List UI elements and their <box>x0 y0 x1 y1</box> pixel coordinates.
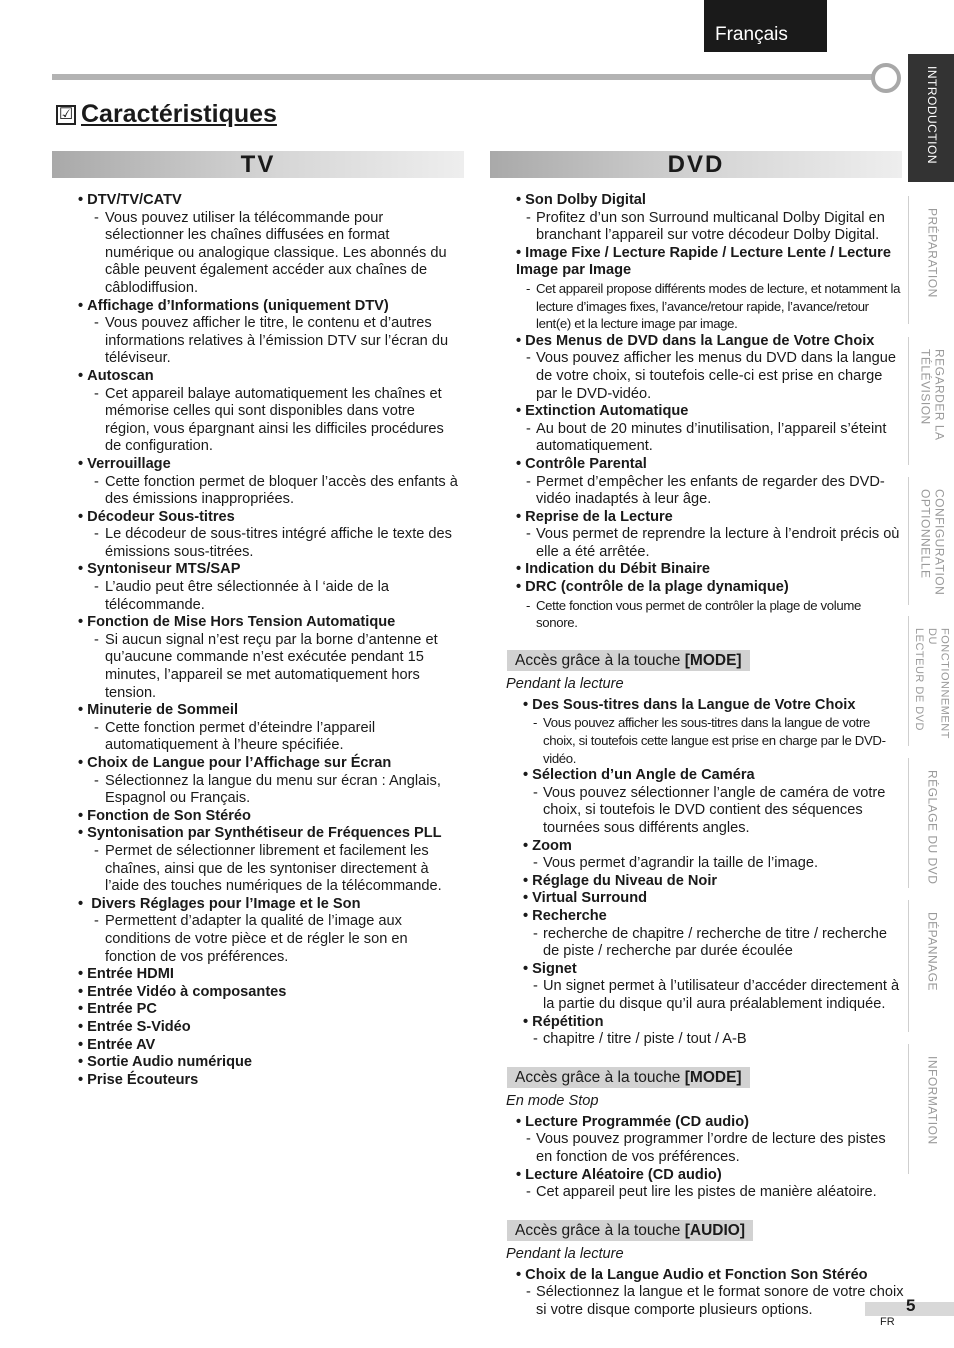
feature-description: - Vous permet de reprendre la lecture à l’endroit précis où elle a été arrêtée. <box>516 526 904 561</box>
feature-description: - L’audio peut être sélectionnée à l ‘aide de la télécommande. <box>78 579 462 614</box>
feature-description: - Cette fonction vous permet de contrôler la plage de volume sonore. <box>516 597 904 632</box>
feature-description: - Au bout de 20 minutes d’inutilisation, l’appareil s’éteint automatiquement. <box>516 421 904 456</box>
feature-title: • Divers Réglages pour l’Image et le Son <box>78 896 462 914</box>
tv-feature-item <box>78 298 462 368</box>
tv-feature-item <box>78 808 462 826</box>
tv-feature-item <box>78 1001 462 1019</box>
feature-title: • Minuterie de Sommeil <box>78 702 462 720</box>
checkbox-icon: ☑ <box>56 105 76 125</box>
feature-title: • Répétition <box>523 1014 904 1032</box>
feature-description: - Vous pouvez utiliser la télécommande pour sélectionner les chaînes diffusées en format numérique ou analogique classique. Les abonnés du câble peuvent également accéder aux chaînes de câblodiffusion. <box>78 210 462 298</box>
side-tab-introduction[interactable] <box>908 54 954 182</box>
dvd-feature-item <box>506 1167 904 1202</box>
page-number-bar <box>865 1296 954 1316</box>
feature-title: • Lecture Programmée (CD audio) <box>516 1114 904 1132</box>
feature-title: • Extinction Automatique <box>516 403 904 421</box>
dvd-feature-item <box>506 561 904 579</box>
feature-title: • Reprise de la Lecture <box>516 509 904 527</box>
feature-title: • Son Dolby Digital <box>516 192 904 210</box>
feature-title: • Image Fixe / Lecture Rapide / Lecture Lente / Lecture Image par Image <box>516 245 904 280</box>
side-tab-label: PRÉPARATION <box>925 208 940 298</box>
access-bar-prefix: Accès grâce à la touche <box>515 1068 685 1086</box>
feature-title: • Fonction de Son Stéréo <box>78 808 462 826</box>
tv-feature-item <box>78 614 462 702</box>
side-tab-label: FONCTIONNEMENT DU LECTEUR DE DVD <box>913 628 951 739</box>
access-audio-bar <box>507 1220 753 1241</box>
feature-title: • Fonction de Mise Hors Tension Automatique <box>78 614 462 632</box>
feature-title: • Entrée Vidéo à composantes <box>78 984 462 1002</box>
dvd-feature-item <box>506 1014 904 1049</box>
header-rule <box>52 74 878 80</box>
feature-title: • Des Sous-titres dans la Langue de Votre Choix <box>523 697 904 715</box>
feature-description: - Vous pouvez programmer l’ordre de lecture des pistes en fonction de vos préférences. <box>516 1131 904 1166</box>
tv-feature-item <box>78 755 462 808</box>
feature-description: - Cette fonction permet d’éteindre l’appareil automatiquement à l’heure spécifiée. <box>78 720 462 755</box>
feature-title: • Lecture Aléatoire (CD audio) <box>516 1167 904 1185</box>
side-tab-fonctionnement-lecteur-dvd[interactable] <box>908 616 954 746</box>
dvd-feature-item <box>506 192 904 245</box>
feature-title: • Entrée HDMI <box>78 966 462 984</box>
feature-description: - Vous pouvez afficher les sous-titres dans la langue de votre choix, si toutefois cette langue est prise en charge par le DVD-vidéo. <box>523 714 904 767</box>
feature-description: - Cet appareil peut lire les pistes de manière aléatoire. <box>516 1184 904 1202</box>
language-tab: Français <box>704 0 827 52</box>
feature-description: - Vous permet d’agrandir la taille de l’image. <box>523 855 904 873</box>
tv-feature-item <box>78 368 462 456</box>
tv-feature-item <box>78 509 462 562</box>
access-bar-prefix: Accès grâce à la touche <box>515 1221 685 1239</box>
dvd-feature-item <box>506 890 904 908</box>
feature-description: - Cet appareil balaye automatiquement les chaînes et mémorise celles qui sont disponibles dans votre région, vous épargnant ainsi les difficiles procédures de configuration. <box>78 386 462 456</box>
dvd-section-header <box>490 151 902 178</box>
page-title-text: Caractéristiques <box>81 100 277 128</box>
audio-key-label: [AUDIO] <box>684 1221 746 1239</box>
feature-description: - recherche de chapitre / recherche de titre / recherche de piste / recherche par durée écoulée <box>523 926 904 961</box>
dvd-feature-item <box>506 1114 904 1167</box>
feature-title: • Contrôle Parental <box>516 456 904 474</box>
access-mode-bar <box>507 650 750 671</box>
dvd-feature-item <box>506 961 904 1014</box>
dvd-feature-item <box>506 767 904 837</box>
header-rule-circle <box>871 63 901 93</box>
tv-feature-item <box>78 984 462 1002</box>
feature-title: • Zoom <box>523 838 904 856</box>
feature-title: • Réglage du Niveau de Noir <box>523 873 904 891</box>
access-bar-prefix: Accès grâce à la touche <box>515 651 685 669</box>
dvd-feature-item <box>506 456 904 509</box>
feature-description: - Le décodeur de sous-titres intégré affiche le texte des émissions sous-titrées. <box>78 526 462 561</box>
mode-note: Pendant la lecture <box>506 675 624 692</box>
side-tab-label: REGARDER LA TÉLÉVISION <box>918 349 947 441</box>
feature-description: - Permet de sélectionner librement et facilement les chaînes, ainsi que de les syntoniser directement à l’aide des touches numériques de la télécommande. <box>78 843 462 896</box>
tv-feature-item <box>78 456 462 509</box>
dvd-feature-item <box>506 1267 904 1320</box>
access-mode-bar <box>507 1067 750 1088</box>
tv-feature-item <box>78 966 462 984</box>
feature-title: • Autoscan <box>78 368 462 386</box>
dvd-feature-item <box>506 873 904 891</box>
feature-title: • Affichage d’Informations (uniquement DTV) <box>78 298 462 316</box>
feature-description: - Permet d’empêcher les enfants de regarder des DVD-vidéo inadaptés à leur âge. <box>516 474 904 509</box>
feature-title: • Des Menus de DVD dans la Langue de Votre Choix <box>516 333 904 351</box>
feature-description: - Sélectionnez la langue du menu sur écran : Anglais, Espagnol ou Français. <box>78 773 462 808</box>
side-tab-configuration-optionnelle[interactable] <box>908 477 954 605</box>
side-tab-depannage[interactable] <box>908 900 954 1032</box>
dvd-feature-item <box>506 838 904 873</box>
feature-description: - Vous pouvez afficher le titre, le contenu et d’autres informations relatives à l’émission DTV sur l’écran du téléviseur. <box>78 315 462 368</box>
tv-feature-item <box>78 1019 462 1037</box>
dvd-feature-list <box>506 192 904 1319</box>
page-number: 5 <box>906 1296 916 1315</box>
dvd-feature-item <box>506 245 904 333</box>
feature-title: • Syntoniseur MTS/SAP <box>78 561 462 579</box>
dvd-feature-item <box>506 579 904 632</box>
feature-title: • Indication du Débit Binaire <box>516 561 904 579</box>
feature-title: • Décodeur Sous-titres <box>78 509 462 527</box>
feature-title: • Sortie Audio numérique <box>78 1054 462 1072</box>
feature-title: • Verrouillage <box>78 456 462 474</box>
dvd-feature-item <box>506 403 904 456</box>
feature-title: • Syntonisation par Synthétiseur de Fréquences PLL <box>78 825 462 843</box>
feature-description: - Un signet permet à l’utilisateur d’accéder directement à la partie du disque qu’il aura préalablement indiquée. <box>523 978 904 1013</box>
dvd-feature-item <box>506 509 904 562</box>
feature-title: • Virtual Surround <box>523 890 904 908</box>
feature-title: • Signet <box>523 961 904 979</box>
side-tab-label: DÉPANNAGE <box>925 912 940 991</box>
feature-title: • Entrée PC <box>78 1001 462 1019</box>
dvd-feature-item <box>506 908 904 961</box>
feature-title: • DTV/TV/CATV <box>78 192 462 210</box>
feature-description: - Permettent d’adapter la qualité de l’image aux conditions de votre pièce et de régler le son en fonction de vos préférences. <box>78 913 462 966</box>
side-tab-regarder-television[interactable] <box>908 337 954 465</box>
tv-feature-item <box>78 1072 462 1090</box>
tv-feature-item <box>78 1037 462 1055</box>
dvd-feature-item <box>506 333 904 403</box>
feature-description: - Vous pouvez sélectionner l’angle de caméra de votre choix, si toutefois le DVD contient des séquences tournées sous différents angles. <box>523 785 904 838</box>
mode-key-label: [MODE] <box>684 651 742 669</box>
dvd-header-label: DVD <box>667 150 725 178</box>
feature-title: • Sélection d’un Angle de Caméra <box>523 767 904 785</box>
feature-title: • Prise Écouteurs <box>78 1072 462 1090</box>
page-language-code: FR <box>880 1316 895 1328</box>
side-tab-information[interactable] <box>908 1044 954 1174</box>
feature-description: - Vous pouvez afficher les menus du DVD dans la langue de votre choix, si toutefois celle-ci est prise en charge par le DVD-vidéo. <box>516 350 904 403</box>
feature-description: - Cet appareil propose différents modes de lecture, et notamment la lecture d’images fixes, l’avance/retour rapide, l’avance/retour lent(e) et la lecture image par image. <box>516 280 904 333</box>
side-tab-label: RÉGLAGE DU DVD <box>925 770 940 885</box>
tv-feature-item <box>78 561 462 614</box>
mode-key-label: [MODE] <box>684 1068 742 1086</box>
feature-title: • DRC (contrôle de la plage dynamique) <box>516 579 904 597</box>
side-tab-label: CONFIGURATION OPTIONNELLE <box>918 489 947 596</box>
mode-note: En mode Stop <box>506 1092 599 1109</box>
feature-title: • Entrée S-Vidéo <box>78 1019 462 1037</box>
feature-description: - Sélectionnez la langue et le format sonore de votre choix si votre disque comporte plusieurs options. <box>516 1284 904 1319</box>
tv-feature-item <box>78 1054 462 1072</box>
feature-description: - chapitre / titre / piste / tout / A-B <box>523 1031 904 1049</box>
tv-feature-item <box>78 702 462 755</box>
tv-feature-item <box>78 192 462 298</box>
feature-description: - Profitez d’un son Surround multicanal Dolby Digital en branchant l’appareil sur votre décodeur Dolby Digital. <box>516 210 904 245</box>
tv-section-header <box>52 151 464 178</box>
side-tab-label: INFORMATION <box>925 1056 940 1145</box>
feature-title: • Choix de Langue pour l’Affichage sur Écran <box>78 755 462 773</box>
tv-feature-list <box>78 192 462 1089</box>
feature-title: • Entrée AV <box>78 1037 462 1055</box>
dvd-feature-item <box>506 697 904 767</box>
side-tab-preparation[interactable] <box>908 196 954 324</box>
side-tab-label: INTRODUCTION <box>924 66 939 164</box>
tv-header-label: TV <box>240 150 276 178</box>
feature-description: - Si aucun signal n’est reçu par la borne d’antenne et qu’aucune commande n’est exécutée pendant 15 minutes, l’appareil se met automatiquement hors tension. <box>78 632 462 702</box>
tv-feature-item <box>78 825 462 895</box>
page-title <box>56 100 277 129</box>
feature-title: • Choix de la Langue Audio et Fonction Son Stéréo <box>516 1267 904 1285</box>
feature-title: • Recherche <box>523 908 904 926</box>
mode-note: Pendant la lecture <box>506 1245 624 1262</box>
tv-feature-item <box>78 896 462 966</box>
side-tab-reglage-dvd[interactable] <box>908 758 954 888</box>
feature-description: - Cette fonction permet de bloquer l’accès des enfants à des émissions inappropriées. <box>78 474 462 509</box>
